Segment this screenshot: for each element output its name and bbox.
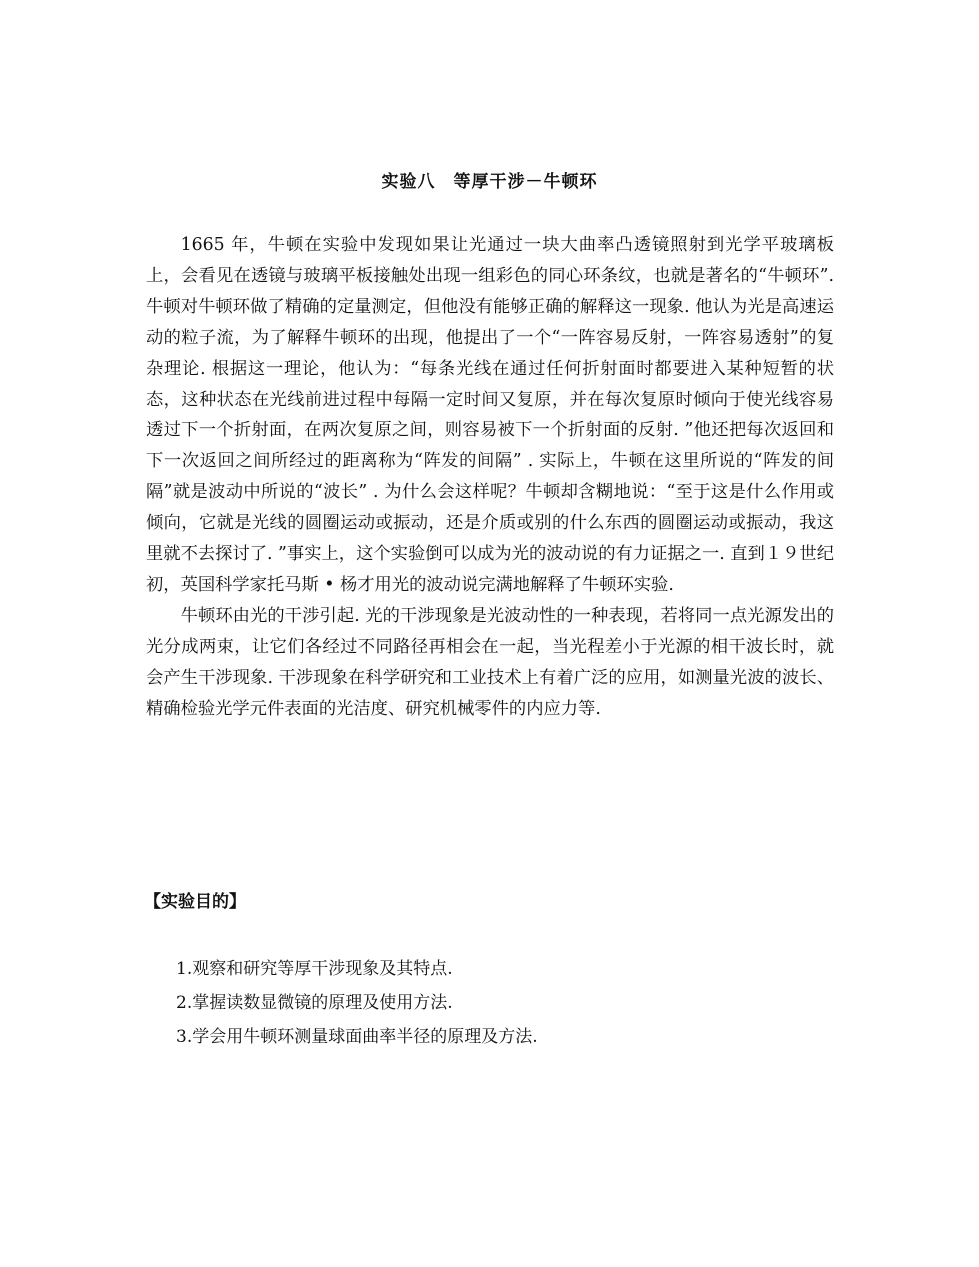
objective-item: 1.观察和研究等厚干涉现象及其特点. [176,959,453,979]
intro-paragraph-history: 1665 年，牛顿在实验中发现如果让光通过一块大曲率凸透镜照射到光学平玻璃板上，会看见在透镜与玻璃平板接触处出现一组彩色的同心环条纹，也就是著名的“牛顿环”. 牛顿对牛顿环做了精确的定量测定，但他没有能够正确的解释这一现象. 他认为光是高速运动的粒子流，为了解释牛顿环的出现，他提出了一个“一阵容易反射，一阵容易透射”的复杂理论. 根据这一理论，他认为：“每条光线在通过任何折射面时都要进入某种短暂的状态，这种状态在光线前进过程中每隔一定时间又复原，并在每次复原时倾向于使光线容易透过下一个折射面，在两次复原之间，则容易被下一个折射面的反射. ”他还把每次返回和下一次返回之间所经过的距离称为“阵发的间隔” . 实际上，牛顿在这里所说的“阵发的间隔”就是波动中所说的“波长” . 为什么会这样呢？牛顿却含糊地说：“至于这是什么作用或倾向，它就是光线的圆圈运动或振动，还是介质或别的什么东西的圆圈运动或振动，我这里就不去探讨了. ”事实上，这个实验倒可以成为光的波动说的有力证据之一. 直到１９世纪初，英国科学家托马斯 • 杨才用光的波动说完满地解释了牛顿环实验. [146,235,834,595]
intro-body [146,230,834,725]
objectives-list [176,952,816,1054]
page-title: 实验八 等厚干涉－牛顿环 [381,172,598,192]
objective-item: 2.掌握读数显微镜的原理及使用方法. [176,993,453,1013]
intro-paragraph-interference: 牛顿环由光的干涉引起. 光的干涉现象是光波动性的一种表现，若将同一点光源发出的光分成两束，让它们各经过不同路径再相会在一起，当光程差小于光源的相干波长时，就会产生干涉现象. 干涉现象在科学研究和工业技术上有着广泛的应用，如测量光波的波长、精确检验光学元件表面的光洁度、研究机械零件的内应力等. [146,605,834,719]
section-heading-objectives: 【实验目的】 [144,892,246,912]
objective-item: 3.学会用牛顿环测量球面曲率半径的原理及方法. [176,1027,538,1047]
